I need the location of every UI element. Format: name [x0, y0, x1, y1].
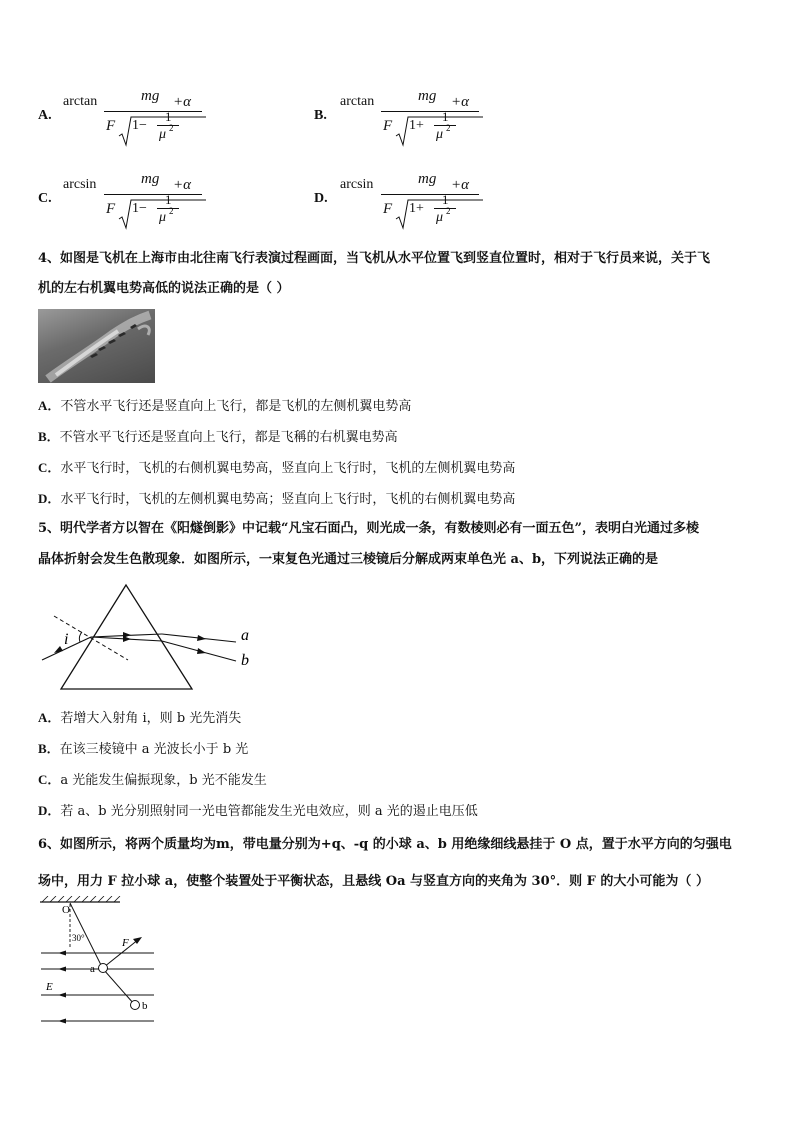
option-label: C．	[38, 460, 61, 475]
question-4-option-d[interactable]	[38, 488, 515, 507]
formula-tail: +α	[173, 177, 191, 193]
arrow-head-icon	[197, 635, 206, 641]
denominator-inner: 1+	[409, 118, 424, 133]
option-letter: C.	[38, 191, 52, 206]
inner-fraction-bar	[157, 125, 179, 126]
mu-exponent: 2	[446, 123, 451, 133]
formula-option-d[interactable]	[314, 171, 564, 231]
thread-ab	[104, 970, 134, 1004]
mu-symbol: μ	[436, 210, 444, 225]
electric-field-figure	[36, 896, 166, 1028]
denominator-inner: 1−	[132, 118, 147, 133]
inner-one: 1	[442, 109, 449, 124]
denominator-f: F	[383, 201, 393, 217]
question-5-option-b[interactable]	[38, 738, 248, 757]
mu-symbol: μ	[436, 127, 444, 142]
question-5-stem-line-1: 5、明代学者方以智在《阳燧倒影》中记载“凡宝石面凸，则光成一条，有数棱则必有一面五色”，表明白光通过多棱	[38, 521, 700, 536]
question-5-option-d[interactable]	[38, 800, 478, 819]
label-o: O	[62, 904, 70, 916]
prism-triangle	[61, 585, 192, 689]
inner-one: 1	[442, 192, 449, 207]
mu-exponent: 2	[169, 206, 174, 216]
question-5-option-c[interactable]	[38, 769, 267, 788]
option-text: a 光能发生偏振现象，b 光不能发生	[60, 773, 267, 788]
function-name: arcsin	[340, 177, 374, 192]
mu-symbol: μ	[159, 210, 167, 225]
label-angle: 30°	[72, 933, 85, 943]
option-text: 若增大入射角 i，则 b 光先消失	[60, 711, 242, 726]
inner-fraction-bar	[434, 208, 456, 209]
option-text: 水平飞行时，飞机的左侧机翼电势高；竖直向上飞行时，飞机的右侧机翼电势高	[60, 492, 516, 507]
question-6-stem-line-2: 场中，用力 F 拉小球 a，使整个装置处于平衡状态，且悬线 Oa 与竖直方向的夹角为 30°．则 F 的大小可能为（ ）	[38, 874, 709, 889]
denominator-f: F	[106, 201, 116, 217]
ball-b	[131, 1001, 140, 1010]
label-e: E	[46, 981, 53, 993]
arrow-head-icon	[123, 636, 131, 642]
option-label: B．	[38, 429, 60, 444]
question-4-option-a[interactable]	[38, 395, 411, 414]
option-text: 水平飞行时，飞机的右侧机翼电势高，竖直向上飞行时，飞机的左侧机翼电势高	[60, 461, 516, 476]
option-letter: D.	[314, 191, 328, 206]
label-a: a	[90, 963, 95, 975]
formula-tail: +α	[451, 94, 469, 110]
function-name: arcsin	[63, 177, 97, 192]
fraction-bar	[104, 111, 202, 112]
inner-one: 1	[165, 192, 172, 207]
question-5-option-a[interactable]	[38, 707, 241, 726]
question-6-stem-line-1: 6、如图所示，将两个质量均为m，带电量分别为+q、-q 的小球 a、b 用绝缘细线悬挂于 O 点，置于水平方向的匀强电	[38, 837, 732, 852]
airplane-formation-image	[38, 309, 155, 383]
option-letter: B.	[314, 108, 327, 123]
prism-dispersion-figure	[36, 582, 266, 694]
ceiling-hatch	[42, 896, 120, 902]
denominator-f: F	[383, 118, 393, 134]
question-4-stem-line-1: 4、如图是飞机在上海市由北往南飞行表演过程画面，当飞机从水平位置飞到竖直位置时，相对于飞行员来说，关于飞	[38, 251, 711, 266]
option-text: 不管水平飞行还是竖直向上飞行，都是飞稱的右机翼电势高	[59, 430, 398, 445]
inner-fraction-bar	[157, 208, 179, 209]
fraction-bar	[381, 194, 479, 195]
numerator: mg	[418, 88, 437, 104]
fraction-bar	[104, 194, 202, 195]
field-arrow-heads	[58, 951, 66, 1024]
mu-exponent: 2	[169, 123, 174, 133]
denominator-inner: 1−	[132, 201, 147, 216]
numerator: mg	[141, 88, 160, 104]
formula-tail: +α	[173, 94, 191, 110]
denominator-f: F	[106, 118, 116, 134]
question-4-option-b[interactable]	[38, 426, 398, 445]
mu-exponent: 2	[446, 206, 451, 216]
fraction-bar	[381, 111, 479, 112]
airshow-photo	[38, 309, 155, 383]
question-5-stem-line-2: 晶体折射会发生色散现象．如图所示，一束复色光通过三棱镜后分解成两束单色光 a、b，下列说法正确的是	[38, 552, 659, 567]
label-a: a	[241, 627, 249, 644]
mu-symbol: μ	[159, 127, 167, 142]
ball-a	[99, 964, 108, 973]
option-label: D．	[38, 803, 61, 818]
inner-one: 1	[165, 109, 172, 124]
numerator: mg	[141, 171, 160, 187]
formula-option-b[interactable]	[314, 88, 564, 148]
option-text: 若 a、b 光分别照射同一光电管都能发生光电效应，则 a 光的遏止电压低	[60, 804, 478, 819]
function-name: arctan	[340, 94, 375, 109]
label-b: b	[241, 652, 249, 669]
formula-tail: +α	[451, 177, 469, 193]
option-label: A．	[38, 710, 61, 725]
inner-fraction-bar	[434, 125, 456, 126]
option-label: A．	[38, 398, 61, 413]
option-letter: A.	[38, 108, 52, 123]
field-lines	[41, 953, 154, 1021]
formula-option-c[interactable]	[38, 171, 288, 231]
function-name: arctan	[63, 94, 98, 109]
option-text: 在该三棱镜中 a 光波长小于 b 光	[59, 742, 249, 757]
option-text: 不管水平飞行还是竖直向上飞行，都是飞机的左侧机翼电势高	[60, 399, 412, 414]
denominator-inner: 1+	[409, 201, 424, 216]
question-4-stem-line-2: 机的左右机翼电势高低的说法正确的是（ ）	[38, 281, 290, 296]
option-label: B．	[38, 741, 60, 756]
question-4-option-c[interactable]	[38, 457, 515, 476]
angle-arc	[79, 632, 82, 642]
arrow-head-icon	[54, 646, 63, 653]
option-label: D．	[38, 491, 61, 506]
label-b: b	[142, 1000, 148, 1012]
option-label: C．	[38, 772, 61, 787]
label-f: F	[122, 937, 129, 949]
formula-option-a[interactable]	[38, 88, 288, 148]
arrow-head-icon	[197, 648, 206, 654]
numerator: mg	[418, 171, 437, 187]
label-i: i	[64, 631, 69, 648]
